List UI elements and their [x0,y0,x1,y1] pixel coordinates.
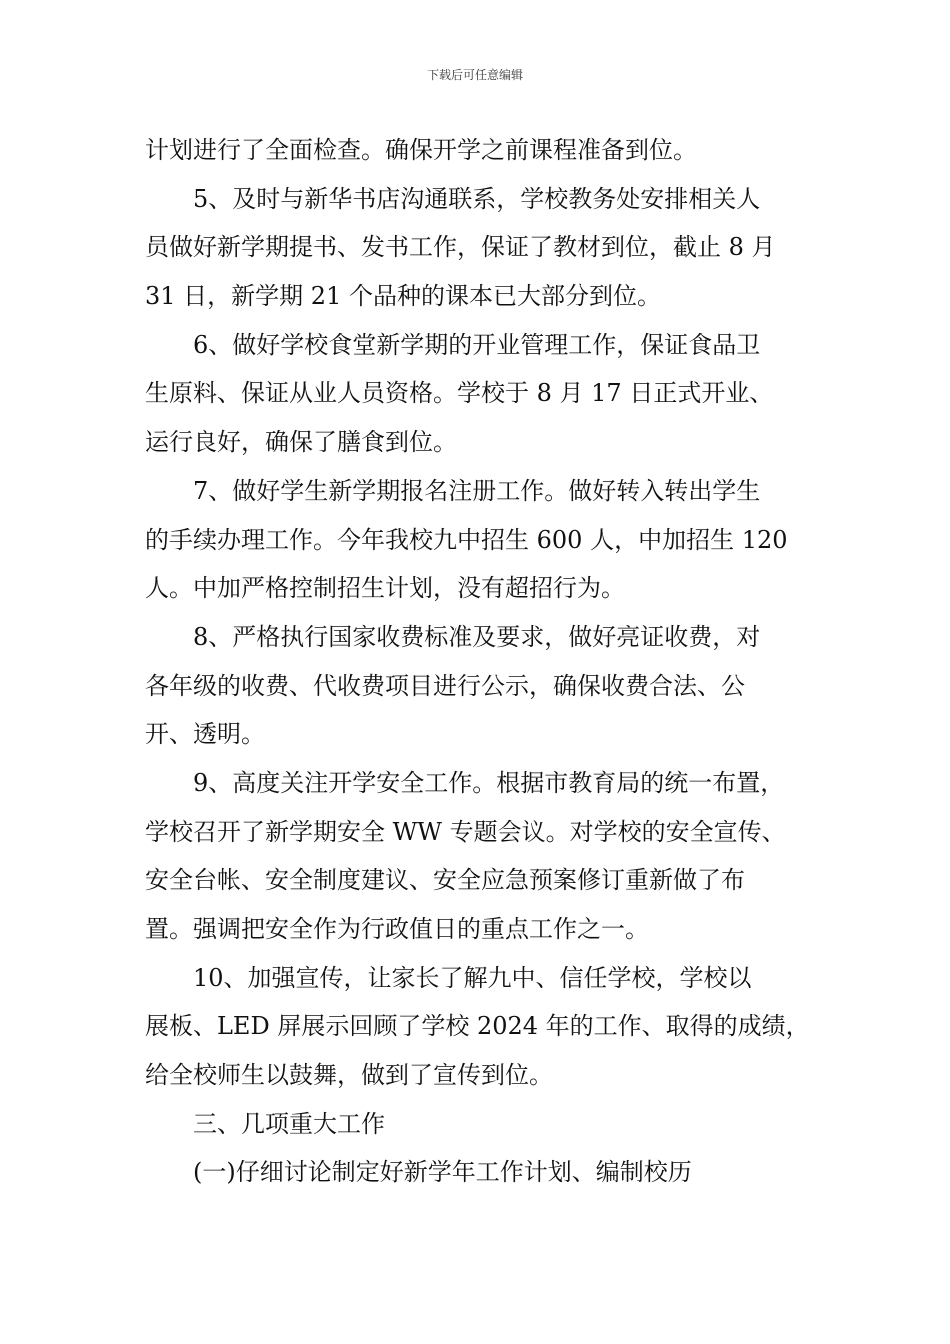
text-line: 10、加强宣传，让家长了解九中、信任学校，学校以 [193,963,752,992]
text-line: 运行良好，确保了膳食到位。 [145,428,457,457]
text-line: 5、及时与新华书店沟通联系，学校教务处安排相关人 [193,184,761,213]
text-line: 员做好新学期提书、发书工作，保证了教材到位，截止 8 月 [145,233,776,262]
text-line: 7、做好学生新学期报名注册工作。做好转入转出学生 [193,476,761,505]
text-line: 31 日，新学期 21 个品种的课本已大部分到位。 [145,282,661,311]
text-line: 计划进行了全面检查。确保开学之前课程准备到位。 [145,136,697,164]
text-line: 各年级的收费、代收费项目进行公示，确保收费合法、公 [145,671,745,700]
section-heading: 三、几项重大工作 [193,1109,385,1138]
page-header: 下载后可任意编辑 [426,68,523,82]
text-line: 生原料、保证从业人员资格。学校于 8 月 17 日正式开业、 [145,379,774,408]
text-line: 展板、LED 屏展示回顾了学校 2024 年的工作、取得的成绩， [145,1012,810,1041]
text-line: 9、高度关注开学安全工作。根据市教育局的统一布置， [193,768,785,797]
text-line: 置。强调把安全作为行政值日的重点工作之一。 [145,915,649,943]
subsection-heading: (一)仔细讨论制定好新学年工作计划、编制校历 [193,1158,692,1187]
document-body [145,126,825,1197]
text-line: 开、透明。 [145,720,265,749]
text-line: 人。中加严格控制招生计划，没有超招行为。 [145,574,625,603]
text-line: 8、严格执行国家收费标准及要求，做好亮证收费，对 [193,622,761,651]
text-line: 给全校师生以鼓舞，做到了宣传到位。 [145,1061,553,1090]
text-line: 的手续办理工作。今年我校九中招生 600 人，中加招生 120 [145,525,788,554]
text-line: 学校召开了新学期安全 WW 专题会议。对学校的安全宣传、 [145,817,786,846]
text-line: 安全台帐、安全制度建议、安全应急预案修订重新做了布 [145,866,745,895]
text-line: 6、做好学校食堂新学期的开业管理工作，保证食品卫 [193,330,761,359]
